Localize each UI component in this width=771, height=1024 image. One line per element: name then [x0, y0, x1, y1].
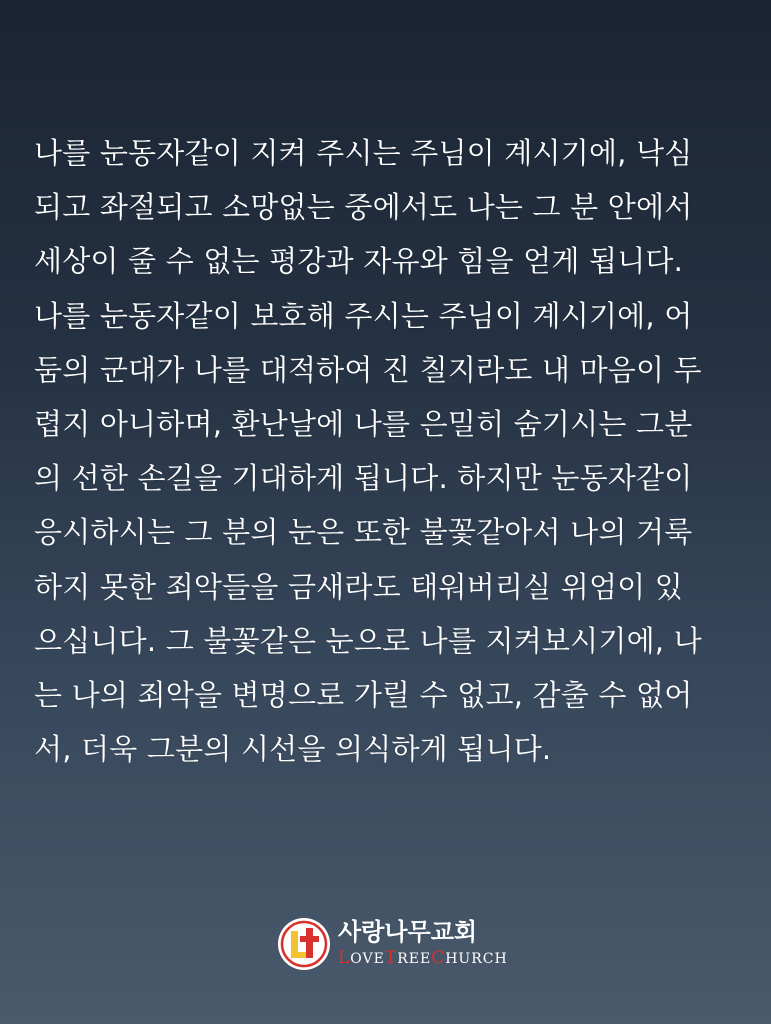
- church-logo: [276, 916, 516, 972]
- text-line: 의 선한 손길을 기대하게 됩니다. 하지만 눈동자같이: [34, 461, 693, 496]
- text-line: 는 나의 죄악을 변명으로 가릴 수 없고, 감출 수 없어: [34, 678, 693, 713]
- text-line: 으십니다. 그 불꽃같은 눈으로 나를 지켜보시기에, 나: [34, 623, 702, 658]
- text-line: 나를 눈동자같이 보호해 주시는 주님이 계시기에, 어: [34, 298, 693, 333]
- text-line: 둠의 군대가 나를 대적하여 진 칠지라도 내 마음이 두: [34, 352, 702, 387]
- logo-letter: HURCH: [445, 951, 508, 967]
- text-line: 나를 눈동자같이 지켜 주시는 주님이 계시기에, 낙심: [34, 136, 693, 170]
- logo-letter: L: [338, 948, 351, 968]
- text-line: 세상이 줄 수 없는 평강과 자유와 힘을 얻게 됩니다.: [34, 244, 684, 279]
- logo-letter: T: [384, 948, 398, 968]
- church-cross-logo-icon: [276, 916, 332, 972]
- text-line: 서, 더욱 그분의 시선을 의식하게 됩니다.: [34, 732, 552, 767]
- text-line: 하지 못한 죄악들을 금새라도 태워버리실 위엄이 있: [34, 569, 684, 604]
- text-line: 되고 좌절되고 소망없는 중에서도 나는 그 분 안에서: [34, 190, 693, 225]
- logo-letter: REE: [397, 951, 432, 967]
- logo-letter: C: [431, 948, 446, 968]
- text-line: 렵지 아니하며, 환난날에 나를 은밀히 숨기시는 그분: [34, 407, 693, 442]
- logo-letter: OVE: [350, 951, 385, 967]
- devotional-text: [34, 126, 744, 776]
- text-line: 응시하시는 그 분의 눈은 또한 불꽃같아서 나의 거룩: [34, 515, 693, 550]
- logo-english-name: [338, 948, 508, 969]
- logo-korean-name: 사랑나무교회: [338, 918, 478, 946]
